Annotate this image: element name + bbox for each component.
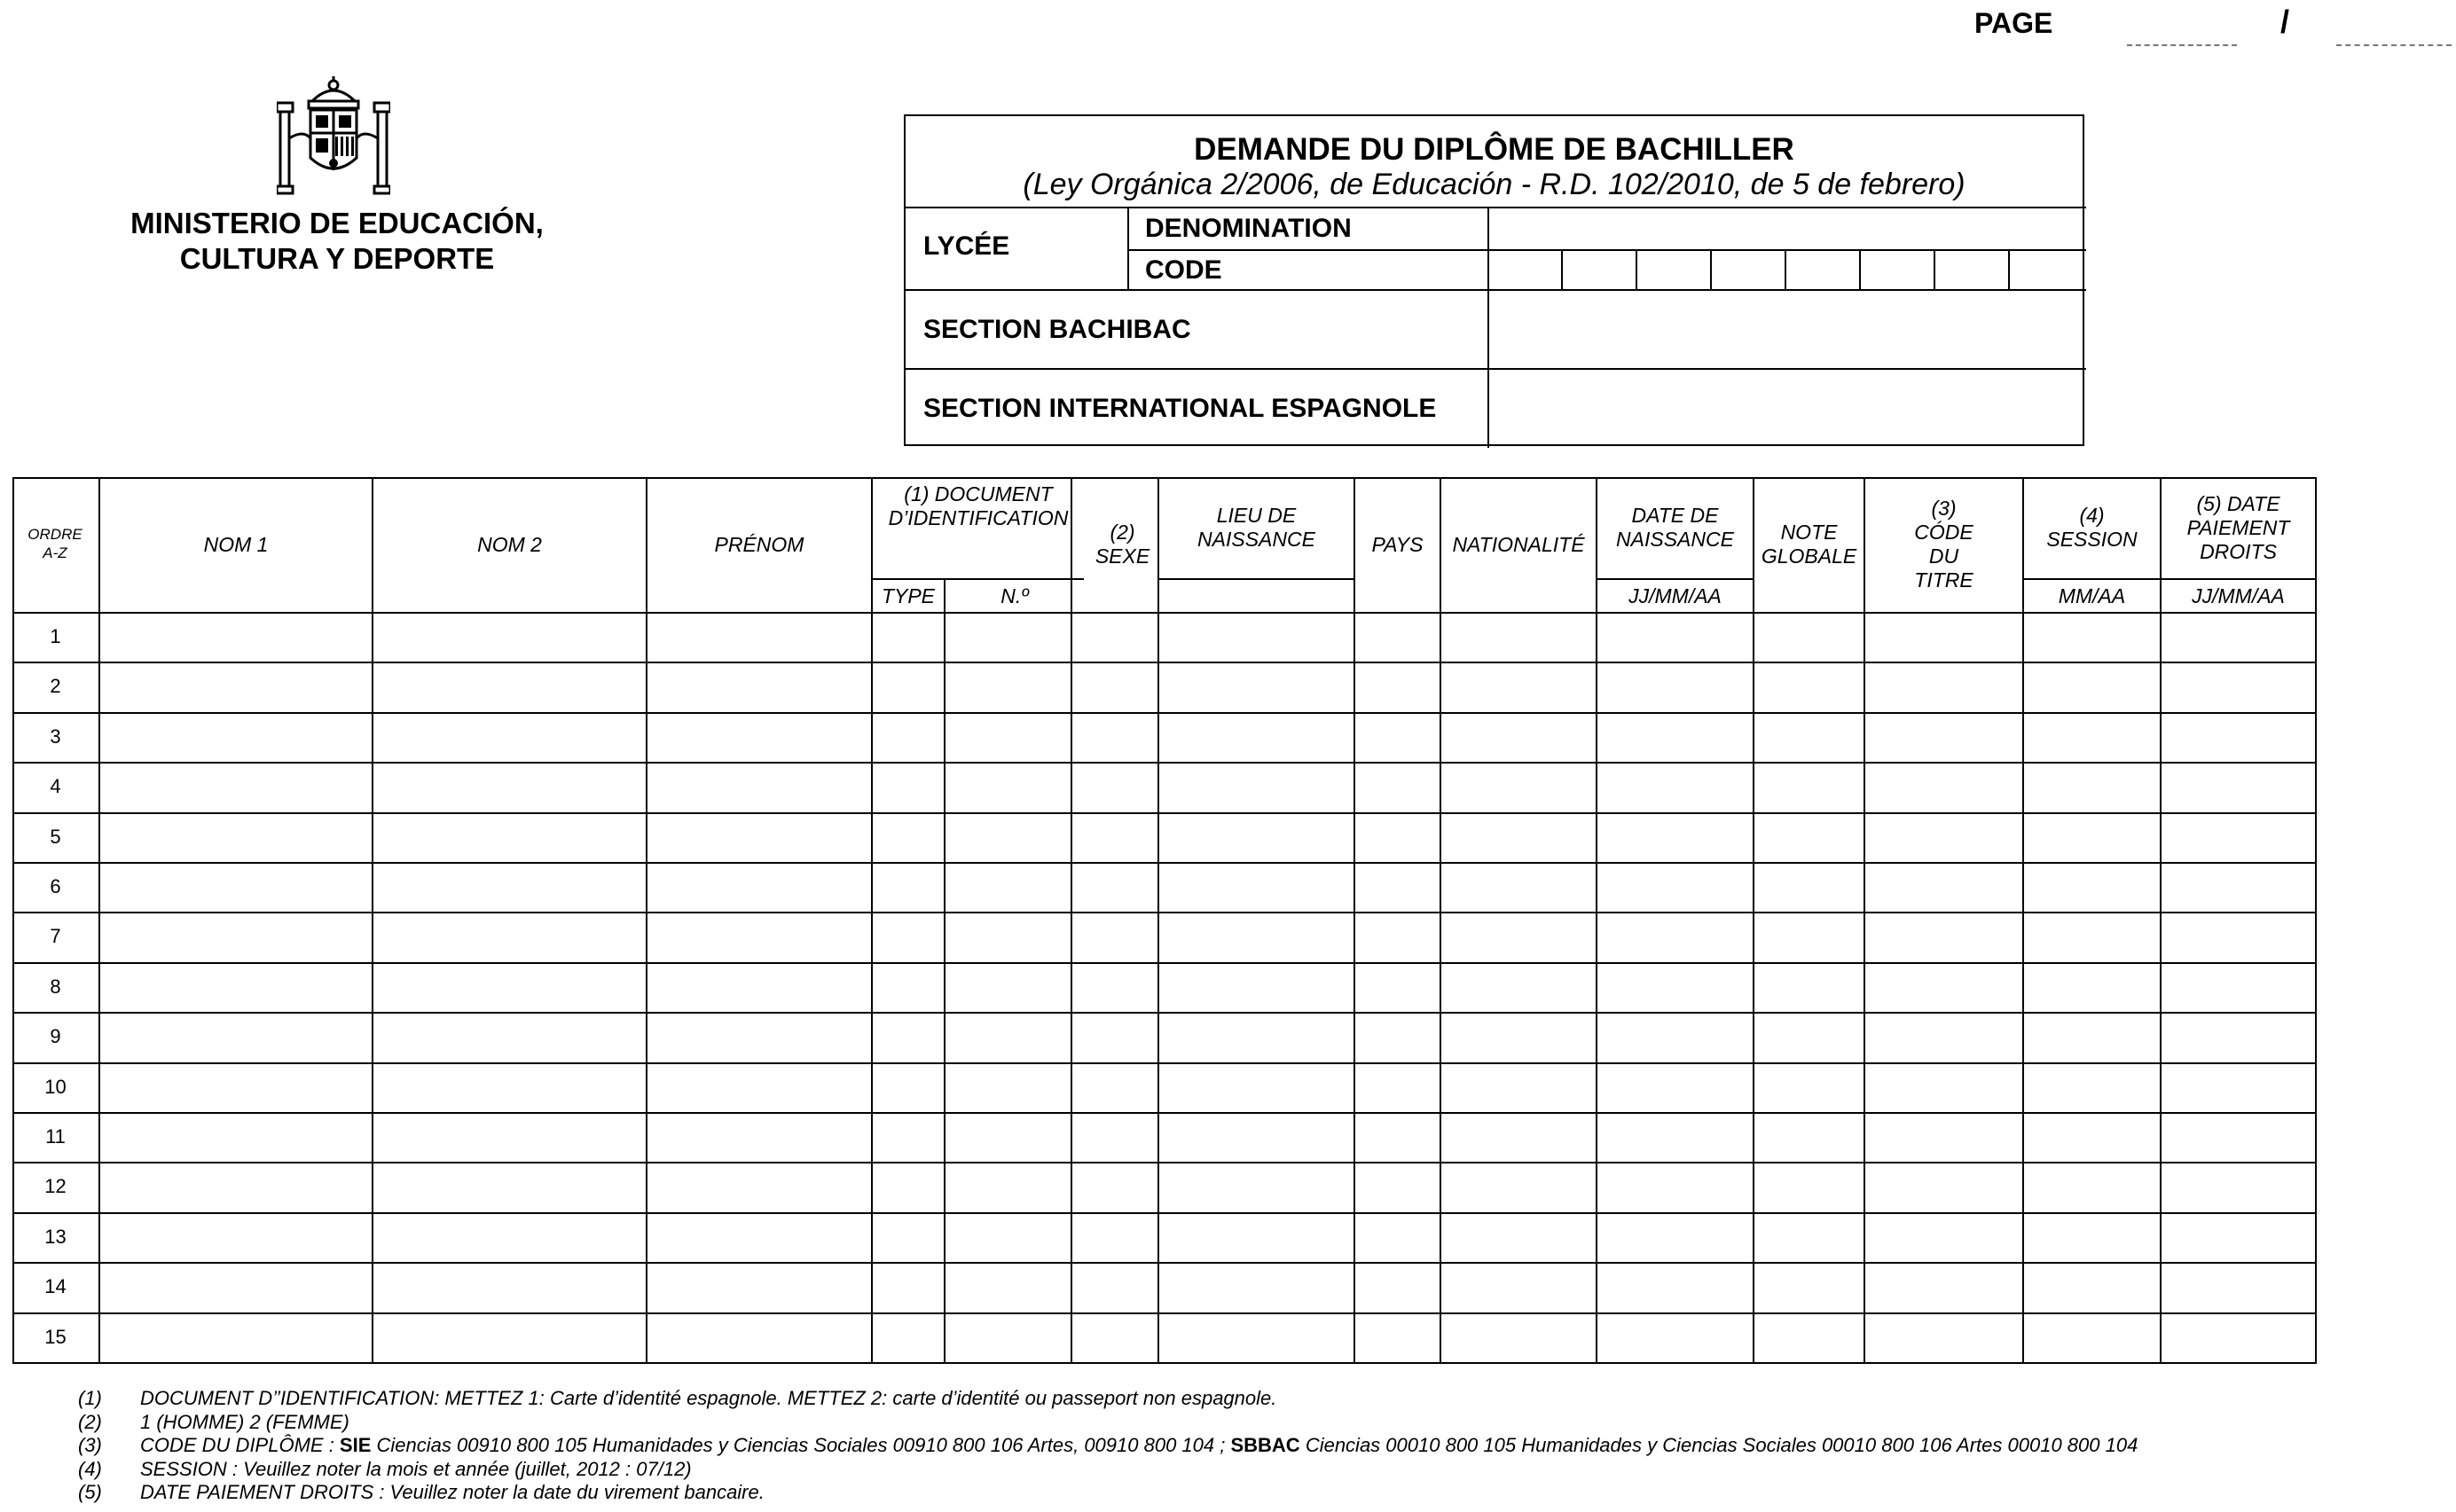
ministry-name <box>71 206 603 277</box>
footnote-text: SESSION : Veuillez noter la mois et année (juillet, 2012 : 07/12) <box>140 1457 692 1480</box>
row-divider <box>12 1312 2317 1314</box>
cell-note-globale[interactable] <box>1754 864 1864 912</box>
cell-pays[interactable] <box>1355 1163 1440 1211</box>
cell-lieu-naissance[interactable] <box>1159 814 1354 862</box>
footnote-number: (5) <box>78 1481 102 1503</box>
cell-pays[interactable] <box>1355 913 1440 961</box>
row-number: 5 <box>50 826 61 848</box>
cell-note-globale[interactable] <box>1754 1314 1864 1362</box>
col-code-titre: (3) CÓDE DU TITRE <box>1914 497 1973 591</box>
cell-lieu-naissance[interactable] <box>1159 663 1354 711</box>
footnote-number: (3) <box>78 1434 102 1456</box>
footnote-number: (2) <box>78 1410 102 1433</box>
cell-sexe[interactable] <box>1086 864 1157 912</box>
row-number: 2 <box>50 675 61 697</box>
cell-lieu-naissance[interactable] <box>1159 1014 1354 1062</box>
row-number: 6 <box>50 875 61 897</box>
col-date-naissance-format: JJ/MM/AA <box>1628 584 1722 607</box>
cell-doc-type[interactable] <box>873 964 944 1012</box>
cell-code-titre[interactable] <box>1865 1214 2022 1262</box>
cell-lieu-naissance[interactable] <box>1159 864 1354 912</box>
cell-nom1[interactable] <box>100 663 372 711</box>
cell-pays[interactable] <box>1355 1014 1440 1062</box>
cell-pays[interactable] <box>1355 764 1440 811</box>
cell-nom1[interactable] <box>100 714 372 762</box>
cell-note-globale[interactable] <box>1754 1114 1864 1162</box>
cell-lieu-naissance[interactable] <box>1159 1214 1354 1262</box>
cell-sexe[interactable] <box>1086 1314 1157 1362</box>
cell-pays[interactable] <box>1355 714 1440 762</box>
cell-nationalite[interactable] <box>1441 1264 1596 1312</box>
cell-doc-type[interactable] <box>873 1114 944 1162</box>
cell-doc-number[interactable] <box>946 1214 1084 1262</box>
row-divider <box>12 962 2317 964</box>
col-note-globale: NOTE GLOBALE <box>1761 521 1857 568</box>
cell-nom2[interactable] <box>373 913 646 961</box>
cell-nationalite[interactable] <box>1441 1014 1596 1062</box>
code-label: CODE <box>1145 255 1222 285</box>
cell-doc-type[interactable] <box>873 1163 944 1211</box>
cell-sexe[interactable] <box>1086 663 1157 711</box>
footnote-bold-code: SIE <box>339 1434 372 1456</box>
row-divider <box>12 1062 2317 1064</box>
row-number: 3 <box>50 725 61 748</box>
cell-nom2[interactable] <box>373 1014 646 1062</box>
footnote-text-part: CODE DU DIPLÔME : <box>140 1434 340 1456</box>
cell-date-naissance[interactable] <box>1597 1014 1753 1062</box>
cell-lieu-naissance[interactable] <box>1159 1114 1354 1162</box>
cell-sexe[interactable] <box>1086 1264 1157 1312</box>
cell-lieu-naissance[interactable] <box>1159 1163 1354 1211</box>
cell-nationalite[interactable] <box>1441 1064 1596 1112</box>
cell-nom2[interactable] <box>373 1264 646 1312</box>
row-divider <box>12 812 2317 814</box>
row-divider <box>12 1012 2317 1014</box>
cell-doc-type[interactable] <box>873 913 944 961</box>
cell-nom2[interactable] <box>373 1163 646 1211</box>
page-label: PAGE <box>1974 7 2053 39</box>
cell-nationalite[interactable] <box>1441 764 1596 811</box>
cell-nom1[interactable] <box>100 1014 372 1062</box>
cell-session[interactable] <box>2024 663 2160 711</box>
cell-code-titre[interactable] <box>1865 1264 2022 1312</box>
cell-doc-type[interactable] <box>873 864 944 912</box>
cell-doc-number[interactable] <box>946 663 1084 711</box>
footnote-text-part: Ciencias 00910 800 105 Humanidades y Ciencias Sociales 00910 800 106 Artes, 00910 800 104 ; <box>371 1434 1231 1456</box>
cell-pays[interactable] <box>1355 1114 1440 1162</box>
cell-code-titre[interactable] <box>1865 714 2022 762</box>
cell-nom2[interactable] <box>373 814 646 862</box>
cell-session[interactable] <box>2024 864 2160 912</box>
cell-note-globale[interactable] <box>1754 1264 1864 1312</box>
row-number: 13 <box>44 1226 67 1248</box>
cell-doc-number[interactable] <box>946 864 1084 912</box>
cell-note-globale[interactable] <box>1754 1214 1864 1262</box>
cell-date-paiement[interactable] <box>2162 714 2313 762</box>
cell-sexe[interactable] <box>1086 814 1157 862</box>
cell-date-paiement[interactable] <box>2162 1264 2313 1312</box>
cell-nationalite[interactable] <box>1441 614 1596 662</box>
cell-date-naissance[interactable] <box>1597 1314 1753 1362</box>
cell-nationalite[interactable] <box>1441 1163 1596 1211</box>
col-date-naissance: DATE DE NAISSANCE <box>1616 504 1734 551</box>
col-nom2: NOM 2 <box>477 532 542 556</box>
footnote-text <box>140 1434 2138 1457</box>
cell-lieu-naissance[interactable] <box>1159 614 1354 662</box>
cell-note-globale[interactable] <box>1754 913 1864 961</box>
cell-code-titre[interactable] <box>1865 614 2022 662</box>
row-number: 8 <box>50 975 61 998</box>
cell-doc-number[interactable] <box>946 1163 1084 1211</box>
cell-date-paiement[interactable] <box>2162 964 2313 1012</box>
cell-session[interactable] <box>2024 714 2160 762</box>
cell-pays[interactable] <box>1355 964 1440 1012</box>
cell-note-globale[interactable] <box>1754 1014 1864 1062</box>
cell-session[interactable] <box>2024 1214 2160 1262</box>
cell-session[interactable] <box>2024 764 2160 811</box>
cell-prenom[interactable] <box>647 663 871 711</box>
cell-date-naissance[interactable] <box>1597 864 1753 912</box>
footnote-text-part: Ciencias 00010 800 105 Humanidades y Ciencias Sociales 00010 800 106 Artes 00010 800 104 <box>1299 1434 2138 1456</box>
cell-session[interactable] <box>2024 1314 2160 1362</box>
cell-doc-type[interactable] <box>873 1264 944 1312</box>
cell-nom1[interactable] <box>100 814 372 862</box>
row-divider <box>12 712 2317 714</box>
cell-date-naissance[interactable] <box>1597 964 1753 1012</box>
page-number-field[interactable] <box>2127 44 2237 46</box>
col-ordre: ORDRE A-Z <box>27 526 82 561</box>
cell-nom1[interactable] <box>100 964 372 1012</box>
cell-nom1[interactable] <box>100 614 372 662</box>
section-bachibac-field[interactable] <box>1489 291 2084 368</box>
col-doc-type: TYPE <box>881 584 936 607</box>
footnote-text: 1 (HOMME) 2 (FEMME) <box>140 1410 349 1433</box>
cell-code-titre[interactable] <box>1865 814 2022 862</box>
row-number: 11 <box>45 1125 66 1148</box>
cell-nom2[interactable] <box>373 864 646 912</box>
page-total-field[interactable] <box>2336 44 2452 46</box>
cell-sexe[interactable] <box>1086 1214 1157 1262</box>
cell-lieu-naissance[interactable] <box>1159 714 1354 762</box>
cell-nom1[interactable] <box>100 764 372 811</box>
header-box <box>904 114 2084 446</box>
cell-date-paiement[interactable] <box>2162 1214 2313 1262</box>
row-divider <box>12 1112 2317 1114</box>
cell-date-naissance[interactable] <box>1597 614 1753 662</box>
col-lieu-naissance: LIEU DE NAISSANCE <box>1197 504 1315 551</box>
cell-doc-number[interactable] <box>946 714 1084 762</box>
row-divider <box>12 662 2317 663</box>
cell-nationalite[interactable] <box>1441 714 1596 762</box>
cell-doc-type[interactable] <box>873 663 944 711</box>
cell-doc-type[interactable] <box>873 764 944 811</box>
cell-prenom[interactable] <box>647 964 871 1012</box>
col-nom1: NOM 1 <box>203 532 269 556</box>
cell-sexe[interactable] <box>1086 1014 1157 1062</box>
row-divider <box>12 1162 2317 1163</box>
cell-nom1[interactable] <box>100 913 372 961</box>
form-subtitle: (Ley Orgánica 2/2006, de Educación - R.D. 102/2010, de 5 de febrero) <box>1023 168 1966 201</box>
cell-doc-type[interactable] <box>873 614 944 662</box>
cell-prenom[interactable] <box>647 714 871 762</box>
cell-note-globale[interactable] <box>1754 964 1864 1012</box>
cell-sexe[interactable] <box>1086 964 1157 1012</box>
cell-code-titre[interactable] <box>1865 1064 2022 1112</box>
cell-nom2[interactable] <box>373 964 646 1012</box>
cell-lieu-naissance[interactable] <box>1159 964 1354 1012</box>
cell-date-paiement[interactable] <box>2162 1014 2313 1062</box>
cell-sexe[interactable] <box>1086 764 1157 811</box>
cell-date-paiement[interactable] <box>2162 1114 2313 1162</box>
cell-nationalite[interactable] <box>1441 1314 1596 1362</box>
row-number: 12 <box>44 1175 67 1197</box>
cell-doc-number[interactable] <box>946 1064 1084 1112</box>
cell-pays[interactable] <box>1355 1264 1440 1312</box>
cell-date-naissance[interactable] <box>1597 714 1753 762</box>
cell-nom1[interactable] <box>100 1163 372 1211</box>
cell-date-paiement[interactable] <box>2162 1314 2313 1362</box>
cell-sexe[interactable] <box>1086 913 1157 961</box>
cell-nom2[interactable] <box>373 1114 646 1162</box>
cell-doc-number[interactable] <box>946 1114 1084 1162</box>
cell-doc-type[interactable] <box>873 1064 944 1112</box>
form-title: DEMANDE DU DIPLÔME DE BACHILLER <box>1194 132 1794 167</box>
cell-date-paiement[interactable] <box>2162 1163 2313 1211</box>
cell-sexe[interactable] <box>1086 1114 1157 1162</box>
cell-nom1[interactable] <box>100 864 372 912</box>
cell-session[interactable] <box>2024 614 2160 662</box>
cell-date-naissance[interactable] <box>1597 913 1753 961</box>
cell-note-globale[interactable] <box>1754 614 1864 662</box>
row-number: 7 <box>50 925 61 947</box>
cell-doc-number[interactable] <box>946 814 1084 862</box>
footnote-number: (1) <box>78 1387 102 1409</box>
cell-nationalite[interactable] <box>1441 663 1596 711</box>
cell-pays[interactable] <box>1355 814 1440 862</box>
cell-date-naissance[interactable] <box>1597 1114 1753 1162</box>
cell-session[interactable] <box>2024 1014 2160 1062</box>
cell-sexe[interactable] <box>1086 1163 1157 1211</box>
cell-doc-number[interactable] <box>946 614 1084 662</box>
cell-date-paiement[interactable] <box>2162 663 2313 711</box>
col-session-format: MM/AA <box>2058 584 2126 607</box>
row-number: 9 <box>50 1025 61 1047</box>
footnote-text: DATE PAIEMENT DROITS : Veuillez noter la date du virement bancaire. <box>140 1481 765 1503</box>
cell-code-titre[interactable] <box>1865 1163 2022 1211</box>
cell-doc-type[interactable] <box>873 714 944 762</box>
cell-pays[interactable] <box>1355 1214 1440 1262</box>
cell-date-naissance[interactable] <box>1597 1163 1753 1211</box>
cell-nationalite[interactable] <box>1441 964 1596 1012</box>
row-number: 4 <box>50 775 61 797</box>
cell-nom2[interactable] <box>373 764 646 811</box>
cell-prenom[interactable] <box>647 1163 871 1211</box>
cell-nom1[interactable] <box>100 1114 372 1162</box>
coat-of-arms-icon <box>277 76 390 199</box>
cell-nationalite[interactable] <box>1441 913 1596 961</box>
section-international-field[interactable] <box>1489 370 2084 446</box>
cell-pays[interactable] <box>1355 614 1440 662</box>
row-number: 15 <box>44 1326 67 1348</box>
cell-prenom[interactable] <box>647 1214 871 1262</box>
lycee-label: LYCÉE <box>923 231 1010 261</box>
cell-lieu-naissance[interactable] <box>1159 1064 1354 1112</box>
denomination-label: DENOMINATION <box>1145 214 1352 243</box>
cell-note-globale[interactable] <box>1754 1163 1864 1211</box>
cell-pays[interactable] <box>1355 663 1440 711</box>
cell-lieu-naissance[interactable] <box>1159 1264 1354 1312</box>
row-divider <box>12 762 2317 764</box>
cell-date-paiement[interactable] <box>2162 764 2313 811</box>
cell-note-globale[interactable] <box>1754 814 1864 862</box>
cell-nom1[interactable] <box>100 1214 372 1262</box>
cell-session[interactable] <box>2024 964 2160 1012</box>
cell-code-titre[interactable] <box>1865 964 2022 1012</box>
cell-prenom[interactable] <box>647 814 871 862</box>
cell-pays[interactable] <box>1355 1064 1440 1112</box>
cell-nom1[interactable] <box>100 1314 372 1362</box>
cell-prenom[interactable] <box>647 614 871 662</box>
cell-code-titre[interactable] <box>1865 663 2022 711</box>
cell-prenom[interactable] <box>647 1264 871 1312</box>
col-document: (1) DOCUMENT D’IDENTIFICATION <box>888 482 1069 529</box>
cell-sexe[interactable] <box>1086 1064 1157 1112</box>
cell-date-naissance[interactable] <box>1597 1264 1753 1312</box>
cell-nationalite[interactable] <box>1441 864 1596 912</box>
cell-date-paiement[interactable] <box>2162 913 2313 961</box>
cell-pays[interactable] <box>1355 1314 1440 1362</box>
cell-session[interactable] <box>2024 913 2160 961</box>
row-divider <box>12 1262 2317 1264</box>
col-session: (4) SESSION <box>2046 504 2138 551</box>
cell-note-globale[interactable] <box>1754 714 1864 762</box>
cell-doc-type[interactable] <box>873 814 944 862</box>
cell-sexe[interactable] <box>1086 614 1157 662</box>
col-prenom: PRÉNOM <box>714 532 804 556</box>
ministry-line-2: CULTURA Y DEPORTE <box>179 242 495 275</box>
candidates-table <box>12 477 2317 1364</box>
col-nationalite: NATIONALITÉ <box>1452 532 1585 556</box>
section-bachibac-label: SECTION BACHIBAC <box>923 315 1191 344</box>
page-separator: / <box>2280 4 2290 40</box>
cell-date-naissance[interactable] <box>1597 764 1753 811</box>
cell-session[interactable] <box>2024 1064 2160 1112</box>
cell-date-naissance[interactable] <box>1597 663 1753 711</box>
cell-date-naissance[interactable] <box>1597 814 1753 862</box>
footnote-text: DOCUMENT D’’IDENTIFICATION: METTEZ 1: Carte d’identité espagnole. METTEZ 2: carte d’identité ou passeport non espagnole. <box>140 1387 1277 1409</box>
cell-prenom[interactable] <box>647 913 871 961</box>
cell-nationalite[interactable] <box>1441 1114 1596 1162</box>
cell-sexe[interactable] <box>1086 714 1157 762</box>
cell-date-naissance[interactable] <box>1597 1214 1753 1262</box>
cell-code-titre[interactable] <box>1865 1314 2022 1362</box>
cell-code-titre[interactable] <box>1865 1014 2022 1062</box>
cell-doc-type[interactable] <box>873 1314 944 1362</box>
cell-note-globale[interactable] <box>1754 1064 1864 1112</box>
cell-doc-number[interactable] <box>946 1014 1084 1062</box>
cell-nom2[interactable] <box>373 663 646 711</box>
cell-prenom[interactable] <box>647 864 871 912</box>
cell-date-naissance[interactable] <box>1597 1064 1753 1112</box>
cell-nationalite[interactable] <box>1441 814 1596 862</box>
cell-code-titre[interactable] <box>1865 913 2022 961</box>
cell-doc-number[interactable] <box>946 1264 1084 1312</box>
row-divider <box>12 612 2317 614</box>
cell-pays[interactable] <box>1355 864 1440 912</box>
col-sexe: (2) SEXE <box>1095 521 1150 568</box>
footnote-number: (4) <box>78 1457 102 1480</box>
cell-doc-number[interactable] <box>946 913 1084 961</box>
cell-date-paiement[interactable] <box>2162 864 2313 912</box>
cell-lieu-naissance[interactable] <box>1159 1314 1354 1362</box>
row-divider <box>12 862 2317 864</box>
cell-prenom[interactable] <box>647 1114 871 1162</box>
denomination-field[interactable] <box>1489 208 2084 249</box>
cell-session[interactable] <box>2024 814 2160 862</box>
cell-note-globale[interactable] <box>1754 764 1864 811</box>
cell-date-paiement[interactable] <box>2162 814 2313 862</box>
cell-nationalite[interactable] <box>1441 1214 1596 1262</box>
cell-code-titre[interactable] <box>1865 864 2022 912</box>
cell-nom1[interactable] <box>100 1264 372 1312</box>
cell-nom2[interactable] <box>373 1314 646 1362</box>
row-number: 1 <box>50 625 61 647</box>
cell-doc-type[interactable] <box>873 1014 944 1062</box>
footnote-bold-code: SBBAC <box>1230 1434 1300 1456</box>
col-date-paiement-format: JJ/MM/AA <box>2192 584 2285 607</box>
cell-prenom[interactable] <box>647 1314 871 1362</box>
cell-lieu-naissance[interactable] <box>1159 913 1354 961</box>
cell-date-paiement[interactable] <box>2162 1064 2313 1112</box>
cell-lieu-naissance[interactable] <box>1159 764 1354 811</box>
cell-nom1[interactable] <box>100 1064 372 1112</box>
cell-nom2[interactable] <box>373 1214 646 1262</box>
cell-date-paiement[interactable] <box>2162 614 2313 662</box>
cell-prenom[interactable] <box>647 1014 871 1062</box>
row-divider <box>12 912 2317 913</box>
cell-session[interactable] <box>2024 1163 2160 1211</box>
code-field[interactable] <box>1489 251 2084 289</box>
cell-doc-number[interactable] <box>946 1314 1084 1362</box>
cell-code-titre[interactable] <box>1865 1114 2022 1162</box>
section-international-label: SECTION INTERNATIONAL ESPAGNOLE <box>923 394 1437 423</box>
cell-doc-type[interactable] <box>873 1214 944 1262</box>
cell-note-globale[interactable] <box>1754 663 1864 711</box>
row-divider <box>12 1212 2317 1214</box>
cell-session[interactable] <box>2024 1114 2160 1162</box>
cell-nom2[interactable] <box>373 1064 646 1112</box>
cell-doc-number[interactable] <box>946 964 1084 1012</box>
cell-doc-number[interactable] <box>946 764 1084 811</box>
col-pays: PAYS <box>1371 532 1424 556</box>
cell-prenom[interactable] <box>647 764 871 811</box>
col-doc-number: N.º <box>1000 584 1029 607</box>
cell-nom2[interactable] <box>373 714 646 762</box>
col-date-paiement: (5) DATE PAIEMENT DROITS <box>2186 491 2290 563</box>
cell-code-titre[interactable] <box>1865 764 2022 811</box>
cell-prenom[interactable] <box>647 1064 871 1112</box>
row-number: 10 <box>44 1076 67 1098</box>
row-number: 14 <box>44 1275 67 1297</box>
cell-session[interactable] <box>2024 1264 2160 1312</box>
ministry-line-1: MINISTERIO DE EDUCACIÓN, <box>130 207 544 239</box>
cell-nom2[interactable] <box>373 614 646 662</box>
